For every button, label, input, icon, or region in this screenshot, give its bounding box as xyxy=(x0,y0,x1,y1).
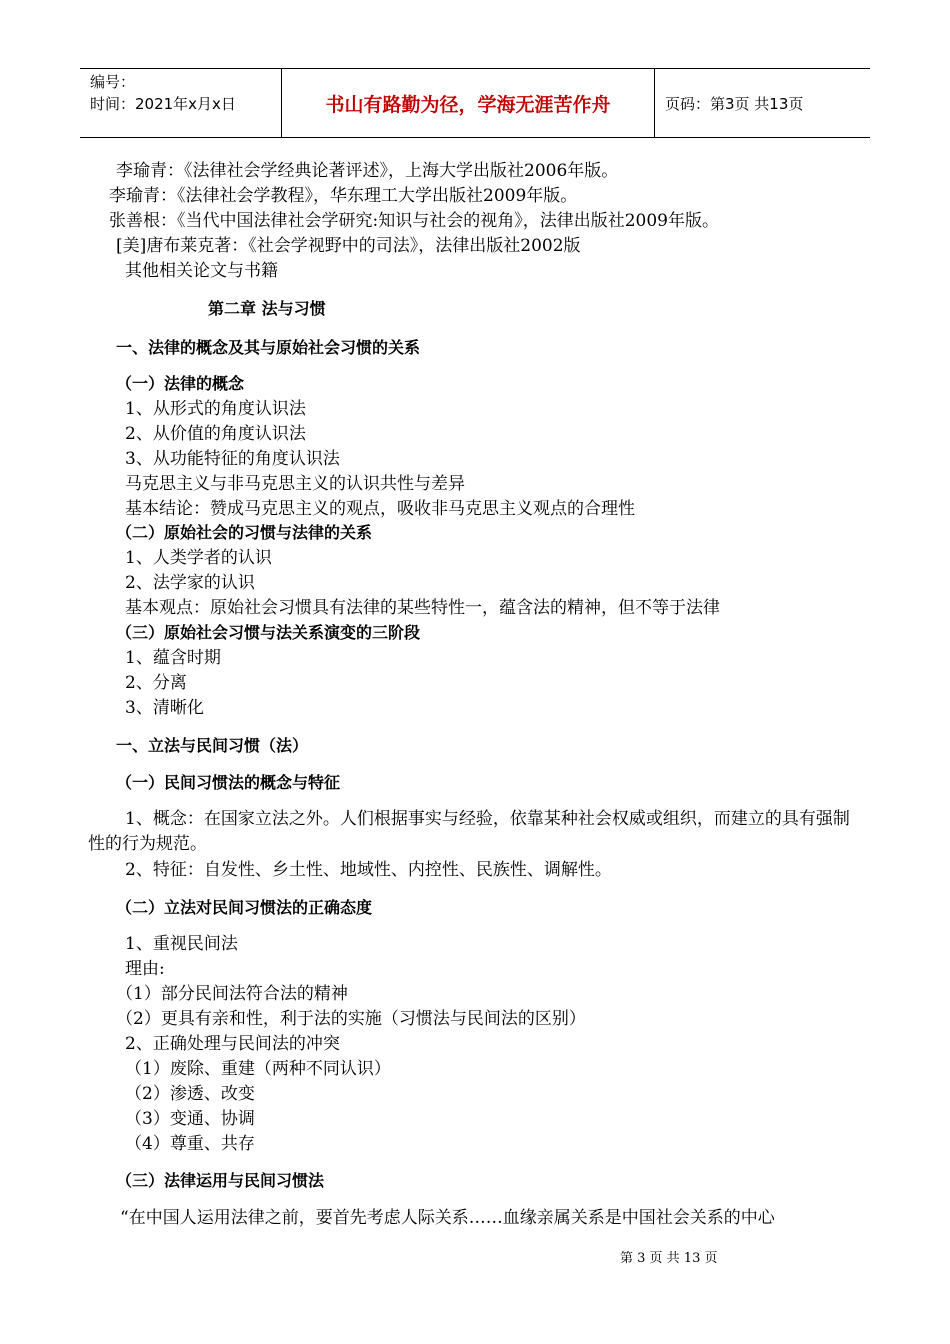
paragraph: 1、概念：在国家立法之外。人们根据事实与经验，依靠某种社会权威或组织，而建立的具有强制性的行为规范。 xyxy=(88,809,850,854)
list-item: 2、分离 xyxy=(125,673,187,693)
list-item: 2、正确处理与民间法的冲突 xyxy=(125,1034,340,1054)
list-item: 1、重视民间法 xyxy=(125,934,238,954)
list-item: 1、人类学者的认识 xyxy=(125,548,272,568)
subsection-2b-heading: （二）立法对民间习惯法的正确态度 xyxy=(116,898,373,917)
subsection-1b-heading: （二）原始社会的习惯与法律的关系 xyxy=(116,523,373,542)
list-item: 2、法学家的认识 xyxy=(125,573,255,593)
subsection-1a-heading: （一）法律的概念 xyxy=(116,374,245,393)
reference-1: 李瑜青：《法律社会学经典论著评述》，上海大学出版社2006年版。 xyxy=(116,161,619,181)
paragraph: 基本结论：赞成马克思主义的观点，吸收非马克思主义观点的合理性 xyxy=(125,499,635,519)
list-item: 3、清晰化 xyxy=(125,698,204,718)
header-left-cell xyxy=(80,69,282,137)
list-item: （1）部分民间法符合法的精神 xyxy=(116,984,348,1004)
reference-2: 李瑜青：《法律社会学教程》，华东理工大学出版社2009年版。 xyxy=(109,186,578,206)
section-2-heading: 一、立法与民间习惯（法） xyxy=(116,736,309,755)
list-item: （4）尊重、共存 xyxy=(125,1134,255,1154)
list-item: 2、从价值的角度认识法 xyxy=(125,424,306,444)
list-item: （3）变通、协调 xyxy=(125,1109,255,1129)
motto: 书山有路勤为径，学海无涯苦作舟 xyxy=(282,69,655,137)
subsection-2c-heading: （三）法律运用与民间习惯法 xyxy=(116,1171,325,1190)
list-item: （2）渗透、改变 xyxy=(125,1084,255,1104)
list-item: 1、蕴含时期 xyxy=(125,648,221,668)
paragraph: 理由: xyxy=(125,959,165,979)
page-footer: 第 3 页 共 13 页 xyxy=(620,1251,718,1266)
reference-4: [美]唐布莱克著：《社会学视野中的司法》，法律出版社2002版 xyxy=(116,236,581,256)
list-item: （1）废除、重建（两种不同认识） xyxy=(125,1059,391,1079)
list-item: （2）更具有亲和性，利于法的实施（习惯法与民间法的区别） xyxy=(116,1009,586,1029)
paragraph: “在中国人运用法律之前，要首先考虑人际关系……血缘亲属关系是中国社会关系的中心 xyxy=(120,1208,775,1228)
reference-5: 其他相关论文与书籍 xyxy=(125,261,278,281)
paragraph: 2、特征：自发性、乡土性、地域性、内控性、民族性、调解性。 xyxy=(125,860,612,880)
time-label: 时间：2021年x月x日 xyxy=(90,95,236,113)
list-item: 3、从功能特征的角度认识法 xyxy=(125,449,340,469)
reference-3: 张善根：《当代中国法律社会学研究:知识与社会的视角》，法律出版社2009年版。 xyxy=(109,211,719,231)
number-label: 编号： xyxy=(90,73,136,91)
list-item: 1、从形式的角度认识法 xyxy=(125,399,306,419)
section-1-heading: 一、法律的概念及其与原始社会习惯的关系 xyxy=(116,338,421,357)
chapter-title: 第二章 法与习惯 xyxy=(208,299,326,318)
subsection-1c-heading: （三）原始社会习惯与法关系演变的三阶段 xyxy=(116,623,421,642)
page-indicator: 页码：第3页 共13页 xyxy=(665,94,804,113)
paragraph: 马克思主义与非马克思主义的认识共性与差异 xyxy=(125,474,465,494)
subsection-2a-heading: （一）民间习惯法的概念与特征 xyxy=(116,773,341,792)
page-header xyxy=(80,68,870,138)
paragraph: 基本观点：原始社会习惯具有法律的某些特性一，蕴含法的精神，但不等于法律 xyxy=(125,598,720,618)
